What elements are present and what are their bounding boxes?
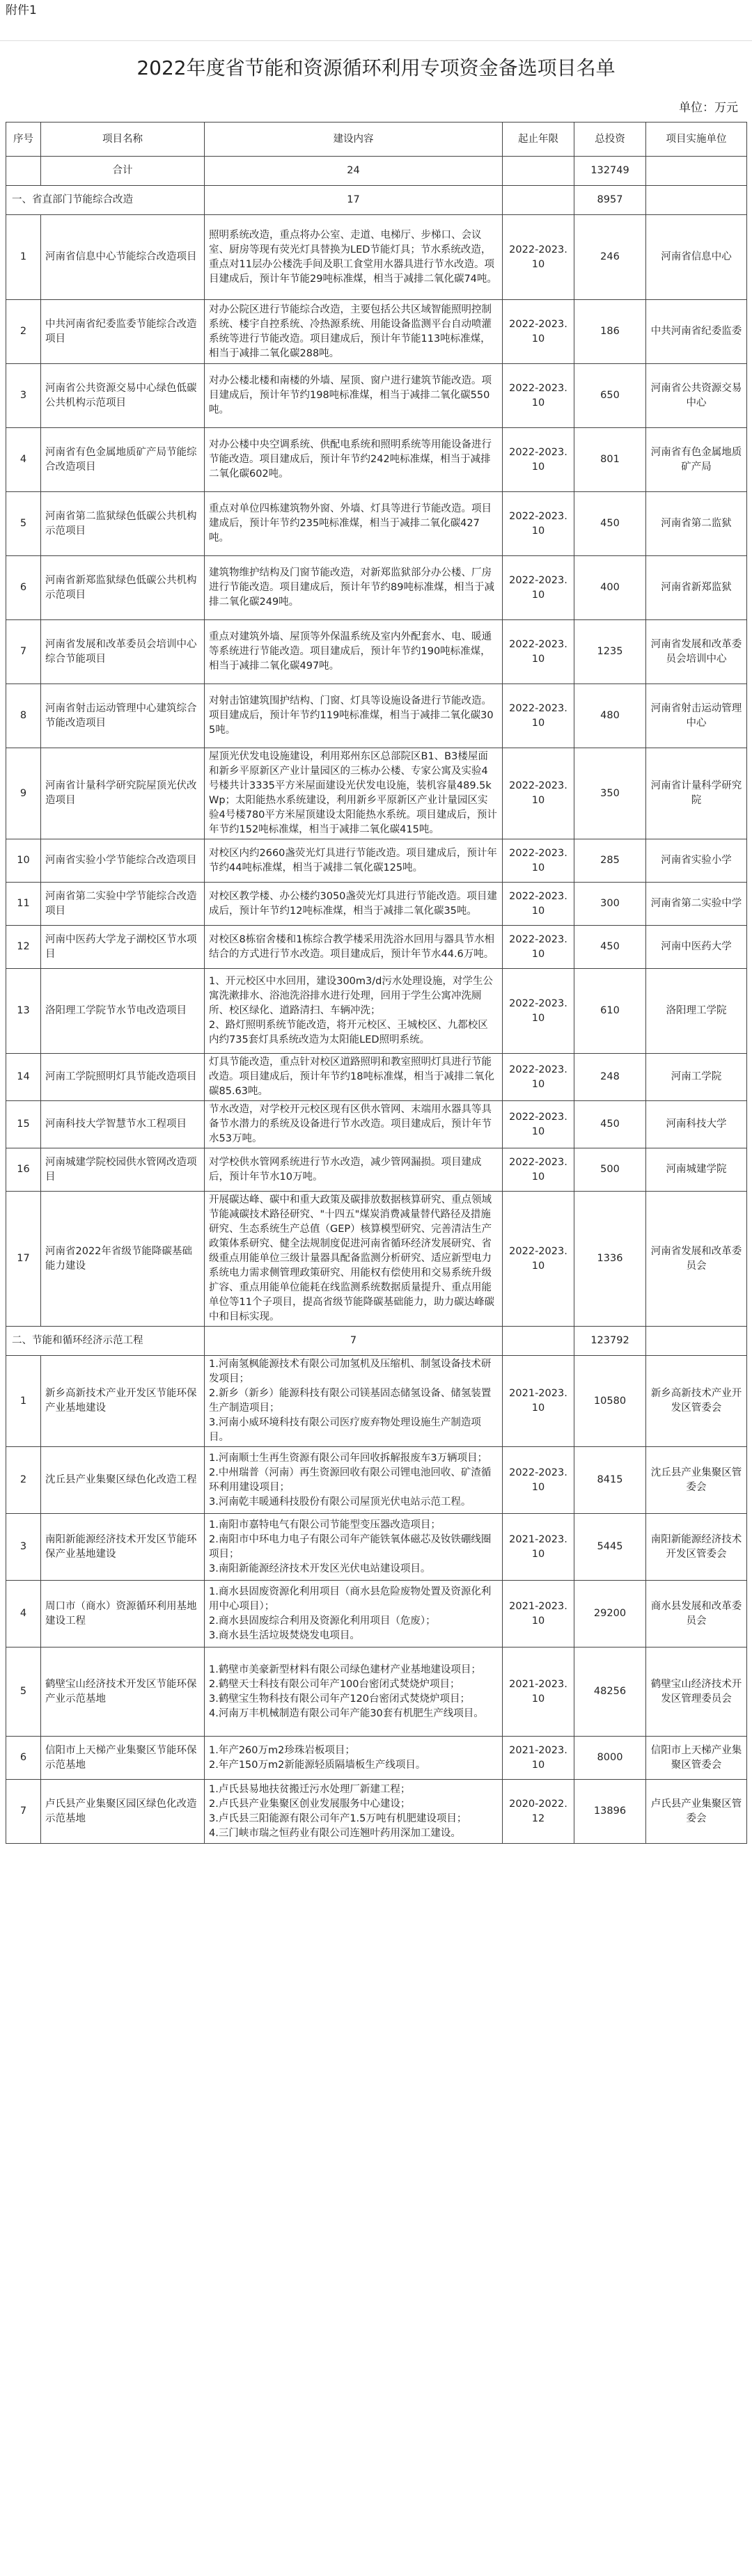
row-name: 河南工学院照明灯具节能改造项目 [41, 1054, 205, 1101]
row-no: 2 [6, 300, 41, 364]
row-unit: 河南科技大学 [646, 1101, 747, 1148]
section2-count: 7 [205, 1327, 503, 1356]
table-row [6, 1148, 747, 1192]
row-years: 2022-2023.10 [503, 1054, 574, 1101]
row-content: 对办公院区进行节能综合改造，主要包括公共区域智能照明控制系统、楼宇自控系统、冷热源系统、用能设备监测平台自动喷灌系统等进行节能改造。项目建成后，预计年节能113吨标准煤，相当于减排二氧化碳288吨。 [205, 300, 503, 364]
table-row [6, 1780, 747, 1844]
row-no: 11 [6, 883, 41, 926]
row-name: 河南省新郑监狱绿色低碳公共机构示范项目 [41, 556, 205, 620]
row-unit: 洛阳理工学院 [646, 969, 747, 1054]
section1-invest: 8957 [574, 186, 646, 215]
row-content: 对办公楼中央空调系统、供配电系统和照明系统等用能设备进行节能改造。项目建成后，预计年节约242吨标准煤，相当于减排二氧化碳602吨。 [205, 428, 503, 492]
row-years: 2022-2023.10 [503, 926, 574, 969]
row-no: 7 [6, 1780, 41, 1844]
row-invest: 450 [574, 926, 646, 969]
table-row [6, 969, 747, 1054]
row-content: 对校区8栋宿舍楼和1栋综合教学楼采用洗浴水回用与器具节水相结合的方式进行节水改造。项目建成后，预计年节水44.6万吨。 [205, 926, 503, 969]
row-invest: 29200 [574, 1581, 646, 1647]
row-unit: 河南中医药大学 [646, 926, 747, 969]
table-row [6, 620, 747, 684]
row-years: 2022-2023.10 [503, 300, 574, 364]
row-name: 鹤壁宝山经济技术开发区节能环保产业示范基地 [41, 1647, 205, 1737]
row-unit: 中共河南省纪委监委 [646, 300, 747, 364]
section1-row [6, 186, 747, 215]
row-unit: 河南省实验小学 [646, 839, 747, 883]
table-row [6, 684, 747, 748]
row-invest: 248 [574, 1054, 646, 1101]
row-unit: 新乡高新技术产业开发区管委会 [646, 1356, 747, 1447]
row-name: 河南省第二实验中学节能综合改造项目 [41, 883, 205, 926]
row-unit: 商水县发展和改革委员会 [646, 1581, 747, 1647]
row-content: 节水改造，对学校开元校区现有区供水管网、末端用水器具等具备节水潜力的系统及设备进行节水改造。项目建成后，预计年节水53万吨。 [205, 1101, 503, 1148]
table-row [6, 364, 747, 428]
row-content: 对校区内约2660盏荧光灯具进行节能改造。项目建成后，预计年节约44吨标准煤，相当于减排二氧化碳125吨。 [205, 839, 503, 883]
row-unit: 河南省计量科学研究院 [646, 748, 747, 839]
row-no: 6 [6, 556, 41, 620]
table-row [6, 1101, 747, 1148]
row-no: 12 [6, 926, 41, 969]
row-content: 1.河南顺士生再生资源有限公司年回收拆解报废车3万辆项目； 2.中州瑞普（河南）再生资源回收有限公司锂电池回收、矿渣循环利用建设项目； 3.河南乾丰暖通科技股份有限公司屋顶光伏电站示范工程。 [205, 1447, 503, 1514]
row-name: 南阳新能源经济技术开发区节能环保产业基地建设 [41, 1514, 205, 1581]
row-unit: 河南省公共资源交易中心 [646, 364, 747, 428]
row-name: 河南省射击运动管理中心建筑综合节能改造项目 [41, 684, 205, 748]
row-invest: 450 [574, 492, 646, 556]
table-header-row [6, 123, 747, 157]
row-invest: 650 [574, 364, 646, 428]
section2-row [6, 1327, 747, 1356]
row-unit: 河南省有色金属地质矿产局 [646, 428, 747, 492]
row-no: 9 [6, 748, 41, 839]
row-content: 1.鹤壁市美豪新型材料有限公司绿色建材产业基地建设项目； 2.鹤壁天士科技有限公司年产100台密闭式焚烧炉项目； 3.鹤壁宝生物科技有限公司年产120台密闭式焚烧炉项目； 4.河南万丰机械制造有限公司年产能30套有机肥生产线项目。 [205, 1647, 503, 1737]
table-row [6, 1514, 747, 1581]
row-name: 河南省2022年省级节能降碳基础能力建设 [41, 1192, 205, 1327]
row-name: 河南省第二监狱绿色低碳公共机构示范项目 [41, 492, 205, 556]
row-years: 2022-2023.10 [503, 428, 574, 492]
row-invest: 500 [574, 1148, 646, 1192]
row-years: 2022-2023.10 [503, 1148, 574, 1192]
row-invest: 350 [574, 748, 646, 839]
row-invest: 48256 [574, 1647, 646, 1737]
row-invest: 610 [574, 969, 646, 1054]
row-unit: 河南省新郑监狱 [646, 556, 747, 620]
row-name: 洛阳理工学院节水节电改造项目 [41, 969, 205, 1054]
row-no: 5 [6, 1647, 41, 1737]
row-unit: 河南省射击运动管理中心 [646, 684, 747, 748]
row-unit: 河南城建学院 [646, 1148, 747, 1192]
row-no: 1 [6, 1356, 41, 1447]
table-row [6, 883, 747, 926]
row-no: 15 [6, 1101, 41, 1148]
row-name: 河南科技大学智慧节水工程项目 [41, 1101, 205, 1148]
section1-label: 一、省直部门节能综合改造 [6, 186, 205, 215]
row-name: 河南省公共资源交易中心绿色低碳公共机构示范项目 [41, 364, 205, 428]
row-years: 2022-2023.10 [503, 1101, 574, 1148]
row-invest: 5445 [574, 1514, 646, 1581]
row-years: 2021-2023.10 [503, 1581, 574, 1647]
header-years: 起止年限 [503, 123, 574, 157]
row-content: 建筑物维护结构及门窗节能改造，对新郑监狱部分办公楼、厂房进行节能改造。项目建成后，预计年节约89吨标准煤，相当于减排二氧化碳249吨。 [205, 556, 503, 620]
row-invest: 285 [574, 839, 646, 883]
table-row [6, 1054, 747, 1101]
row-years: 2022-2023.10 [503, 364, 574, 428]
row-invest: 1235 [574, 620, 646, 684]
unit-label: 单位：万元 [679, 101, 738, 115]
row-years: 2022-2023.10 [503, 556, 574, 620]
row-years: 2022-2023.10 [503, 748, 574, 839]
row-years: 2022-2023.10 [503, 1192, 574, 1327]
total-row [6, 157, 747, 186]
row-name: 河南城建学院校园供水管网改造项目 [41, 1148, 205, 1192]
row-no: 14 [6, 1054, 41, 1101]
header-unit: 项目实施单位 [646, 123, 747, 157]
row-unit: 河南省信息中心 [646, 215, 747, 300]
table-row [6, 1192, 747, 1327]
row-name: 河南省有色金属地质矿产局节能综合改造项目 [41, 428, 205, 492]
header-invest: 总投资 [574, 123, 646, 157]
row-no: 13 [6, 969, 41, 1054]
table-row [6, 926, 747, 969]
row-unit: 河南省第二实验中学 [646, 883, 747, 926]
row-no: 7 [6, 620, 41, 684]
table-row [6, 1647, 747, 1737]
row-years: 2022-2023.10 [503, 215, 574, 300]
row-unit: 河南工学院 [646, 1054, 747, 1101]
row-years: 2021-2023.10 [503, 1356, 574, 1447]
row-years: 2022-2023.10 [503, 1447, 574, 1514]
row-no: 4 [6, 1581, 41, 1647]
row-content: 1、开元校区中水回用，建设300m3/d污水处理设施，对学生公寓洗漱排水、浴池洗浴排水进行处理，回用于学生公寓冲洗厕所、校区绿化、道路清扫、车辆冲洗； 2、路灯照明系统节能改造，将开元校区、王城校区、九都校区内约735套灯具系统改造为太阳能LED照明系统。 [205, 969, 503, 1054]
row-years: 2022-2023.10 [503, 969, 574, 1054]
row-no: 10 [6, 839, 41, 883]
row-name: 新乡高新技术产业开发区节能环保产业基地建设 [41, 1356, 205, 1447]
row-content: 重点对单位四栋建筑物外窗、外墙、灯具等进行节能改造。项目建成后，预计年节约235吨标准煤，相当于减排二氧化碳427吨。 [205, 492, 503, 556]
row-name: 河南省信息中心节能综合改造项目 [41, 215, 205, 300]
row-unit: 鹤壁宝山经济技术开发区管理委员会 [646, 1647, 747, 1737]
row-unit: 河南省发展和改革委员会培训中心 [646, 620, 747, 684]
total-label: 合计 [41, 157, 205, 186]
row-name: 沈丘县产业集聚区绿色化改造工程 [41, 1447, 205, 1514]
row-invest: 8000 [574, 1737, 646, 1780]
row-content: 1.商水县固废资源化利用项目（商水县危险废物处置及资源化利用中心项目）； 2.商水县固废综合利用及资源化利用项目（危废）； 3.商水县生活垃圾焚烧发电项目。 [205, 1581, 503, 1647]
table-row [6, 1356, 747, 1447]
row-content: 对学校供水管网系统进行节水改造，减少管网漏损。项目建成后，预计年节水10万吨。 [205, 1148, 503, 1192]
table-row [6, 492, 747, 556]
divider [0, 40, 752, 41]
row-name: 中共河南省纪委监委节能综合改造项目 [41, 300, 205, 364]
row-no: 3 [6, 364, 41, 428]
row-years: 2022-2023.10 [503, 883, 574, 926]
row-content: 对射击馆建筑围护结构、门窗、灯具等设施设备进行节能改造。项目建成后，预计年节约119吨标准煤，相当于减排二氧化碳305吨。 [205, 684, 503, 748]
total-invest: 132749 [574, 157, 646, 186]
row-content: 1.南阳市嘉特电气有限公司节能型变压器改造项目； 2.南阳市中环电力电子有限公司年产能铁氧体磁芯及钕铁硼线圈项目； 3.南阳新能源经济技术开发区光伏电站建设项目。 [205, 1514, 503, 1581]
row-years: 2022-2023.10 [503, 620, 574, 684]
page-title: 2022年度省节能和资源循环利用专项资金备选项目名单 [136, 56, 616, 79]
row-unit: 河南省发展和改革委员会 [646, 1192, 747, 1327]
row-years: 2021-2023.10 [503, 1737, 574, 1780]
row-unit: 南阳新能源经济技术开发区管委会 [646, 1514, 747, 1581]
row-invest: 8415 [574, 1447, 646, 1514]
row-no: 4 [6, 428, 41, 492]
row-content: 灯具节能改造，重点针对校区道路照明和教室照明灯具进行节能改造。项目建成后，预计年节约18吨标准煤，相当于减排二氧化碳85.63吨。 [205, 1054, 503, 1101]
row-years: 2022-2023.10 [503, 684, 574, 748]
row-invest: 450 [574, 1101, 646, 1148]
attachment-label: 附件1 [6, 3, 37, 17]
row-unit: 沈丘县产业集聚区管委会 [646, 1447, 747, 1514]
row-unit: 卢氏县产业集聚区管委会 [646, 1780, 747, 1844]
row-no: 5 [6, 492, 41, 556]
row-name: 河南省计量科学研究院屋顶光伏改造项目 [41, 748, 205, 839]
row-no: 8 [6, 684, 41, 748]
row-content: 对校区教学楼、办公楼约3050盏荧光灯具进行节能改造。项目建成后，预计年节约12吨标准煤，相当于减排二氧化碳35吨。 [205, 883, 503, 926]
table-row [6, 1447, 747, 1514]
table-row [6, 556, 747, 620]
row-invest: 480 [574, 684, 646, 748]
row-name: 河南中医药大学龙子湖校区节水项目 [41, 926, 205, 969]
total-count: 24 [205, 157, 503, 186]
row-content: 1.年产260万m2珍珠岩板项目； 2.年产150万m2新能源轻质隔墙板生产线项目。 [205, 1737, 503, 1780]
row-invest: 801 [574, 428, 646, 492]
row-years: 2022-2023.10 [503, 839, 574, 883]
header-name: 项目名称 [41, 123, 205, 157]
header-content: 建设内容 [205, 123, 503, 157]
row-content: 照明系统改造，重点将办公室、走道、电梯厅、步梯口、会议室、厨房等现有荧光灯具替换为LED节能灯具；节水系统改造，重点对11层办公楼洗手间及职工食堂用水器具进行节水改造。项目建成后，预计年节能29吨标准煤，相当于减排二氧化碳74吨。 [205, 215, 503, 300]
row-invest: 400 [574, 556, 646, 620]
table-row [6, 748, 747, 839]
row-invest: 13896 [574, 1780, 646, 1844]
row-years: 2021-2023.10 [503, 1514, 574, 1581]
section2-invest: 123792 [574, 1327, 646, 1356]
row-content: 屋顶光伏发电设施建设，利用郑州东区总部院区B1、B3楼屋面和新乡平原新区产业计量园区的三栋办公楼、专家公寓及实验4号楼共计3335平方米屋面建设光伏发电设施，装机容量489.5kWp；太阳能热水系统建设，利用新乡平原新区产业计量园区实验4号楼780平方米屋顶建设太阳能热水系统。项目建成后，预计年节约152吨标准煤，相当于减排二氧化碳415吨。 [205, 748, 503, 839]
row-content: 开展碳达峰、碳中和重大政策及碳排放数据核算研究、重点领域节能减碳技术路径研究、"十四五"煤炭消费减量替代路径及措施研究、生态系统生产总值（GEP）核算模型研究、完善清洁生产政策体系研究、健全法规制度促进河南省循环经济发展研究、省级重点用能单位三级计量器具配备监测分析研究、适应新型电力系统电力需求侧管理政策研究、用能权有偿使用和交易系统升级扩容、重点用能单位能耗在线监测系统数据质量提升、重点用能单位等11个子项目，提高省级节能降碳基础能力，助力碳达峰碳中和目标实现。 [205, 1192, 503, 1327]
row-content: 重点对建筑外墙、屋顶等外保温系统及室内外配套水、电、暖通等系统进行节能改造。项目建成后，预计年节约190吨标准煤，相当于减排二氧化碳497吨。 [205, 620, 503, 684]
row-invest: 186 [574, 300, 646, 364]
section1-count: 17 [205, 186, 503, 215]
row-content: 对办公楼北楼和南楼的外墙、屋顶、窗户进行建筑节能改造。项目建成后，预计年节约198吨标准煤，相当于减排二氧化碳550吨。 [205, 364, 503, 428]
row-no: 1 [6, 215, 41, 300]
row-invest: 1336 [574, 1192, 646, 1327]
row-no: 16 [6, 1148, 41, 1192]
table-row [6, 428, 747, 492]
row-no: 6 [6, 1737, 41, 1780]
row-invest: 300 [574, 883, 646, 926]
table-row [6, 300, 747, 364]
row-unit: 河南省第二监狱 [646, 492, 747, 556]
table-row [6, 215, 747, 300]
table-row [6, 1737, 747, 1780]
row-invest: 246 [574, 215, 646, 300]
table-row [6, 1581, 747, 1647]
row-invest: 10580 [574, 1356, 646, 1447]
header-no: 序号 [6, 123, 41, 157]
row-name: 卢氏县产业集聚区园区绿色化改造示范基地 [41, 1780, 205, 1844]
project-table [6, 122, 747, 1844]
row-no: 17 [6, 1192, 41, 1327]
row-name: 河南省发展和改革委员会培训中心综合节能项目 [41, 620, 205, 684]
row-content: 1.卢氏县易地扶贫搬迁污水处理厂新建工程； 2.卢氏县产业集聚区创业发展服务中心建设； 3.卢氏县三阳能源有限公司年产1.5万吨有机肥建设项目； 4.三门峡市瑞之恒药业有限公司连翘叶药用深加工建设。 [205, 1780, 503, 1844]
row-years: 2020-2022.12 [503, 1780, 574, 1844]
row-years: 2021-2023.10 [503, 1647, 574, 1737]
row-years: 2022-2023.10 [503, 492, 574, 556]
row-name: 河南省实验小学节能综合改造项目 [41, 839, 205, 883]
row-name: 信阳市上天梯产业集聚区节能环保示范基地 [41, 1737, 205, 1780]
row-no: 2 [6, 1447, 41, 1514]
row-unit: 信阳市上天梯产业集聚区管委会 [646, 1737, 747, 1780]
table-row [6, 839, 747, 883]
row-name: 周口市（商水）资源循环利用基地建设工程 [41, 1581, 205, 1647]
row-content: 1.河南氢枫能源技术有限公司加氢机及压缩机、制氢设备技术研发项目； 2.新乡（新乡）能源科技有限公司镁基固态储氢设备、储氢装置生产制造项目； 3.河南小威环境科技有限公司医疗废弃物处理设施生产制造项目。 [205, 1356, 503, 1447]
row-no: 3 [6, 1514, 41, 1581]
section2-label: 二、节能和循环经济示范工程 [6, 1327, 205, 1356]
